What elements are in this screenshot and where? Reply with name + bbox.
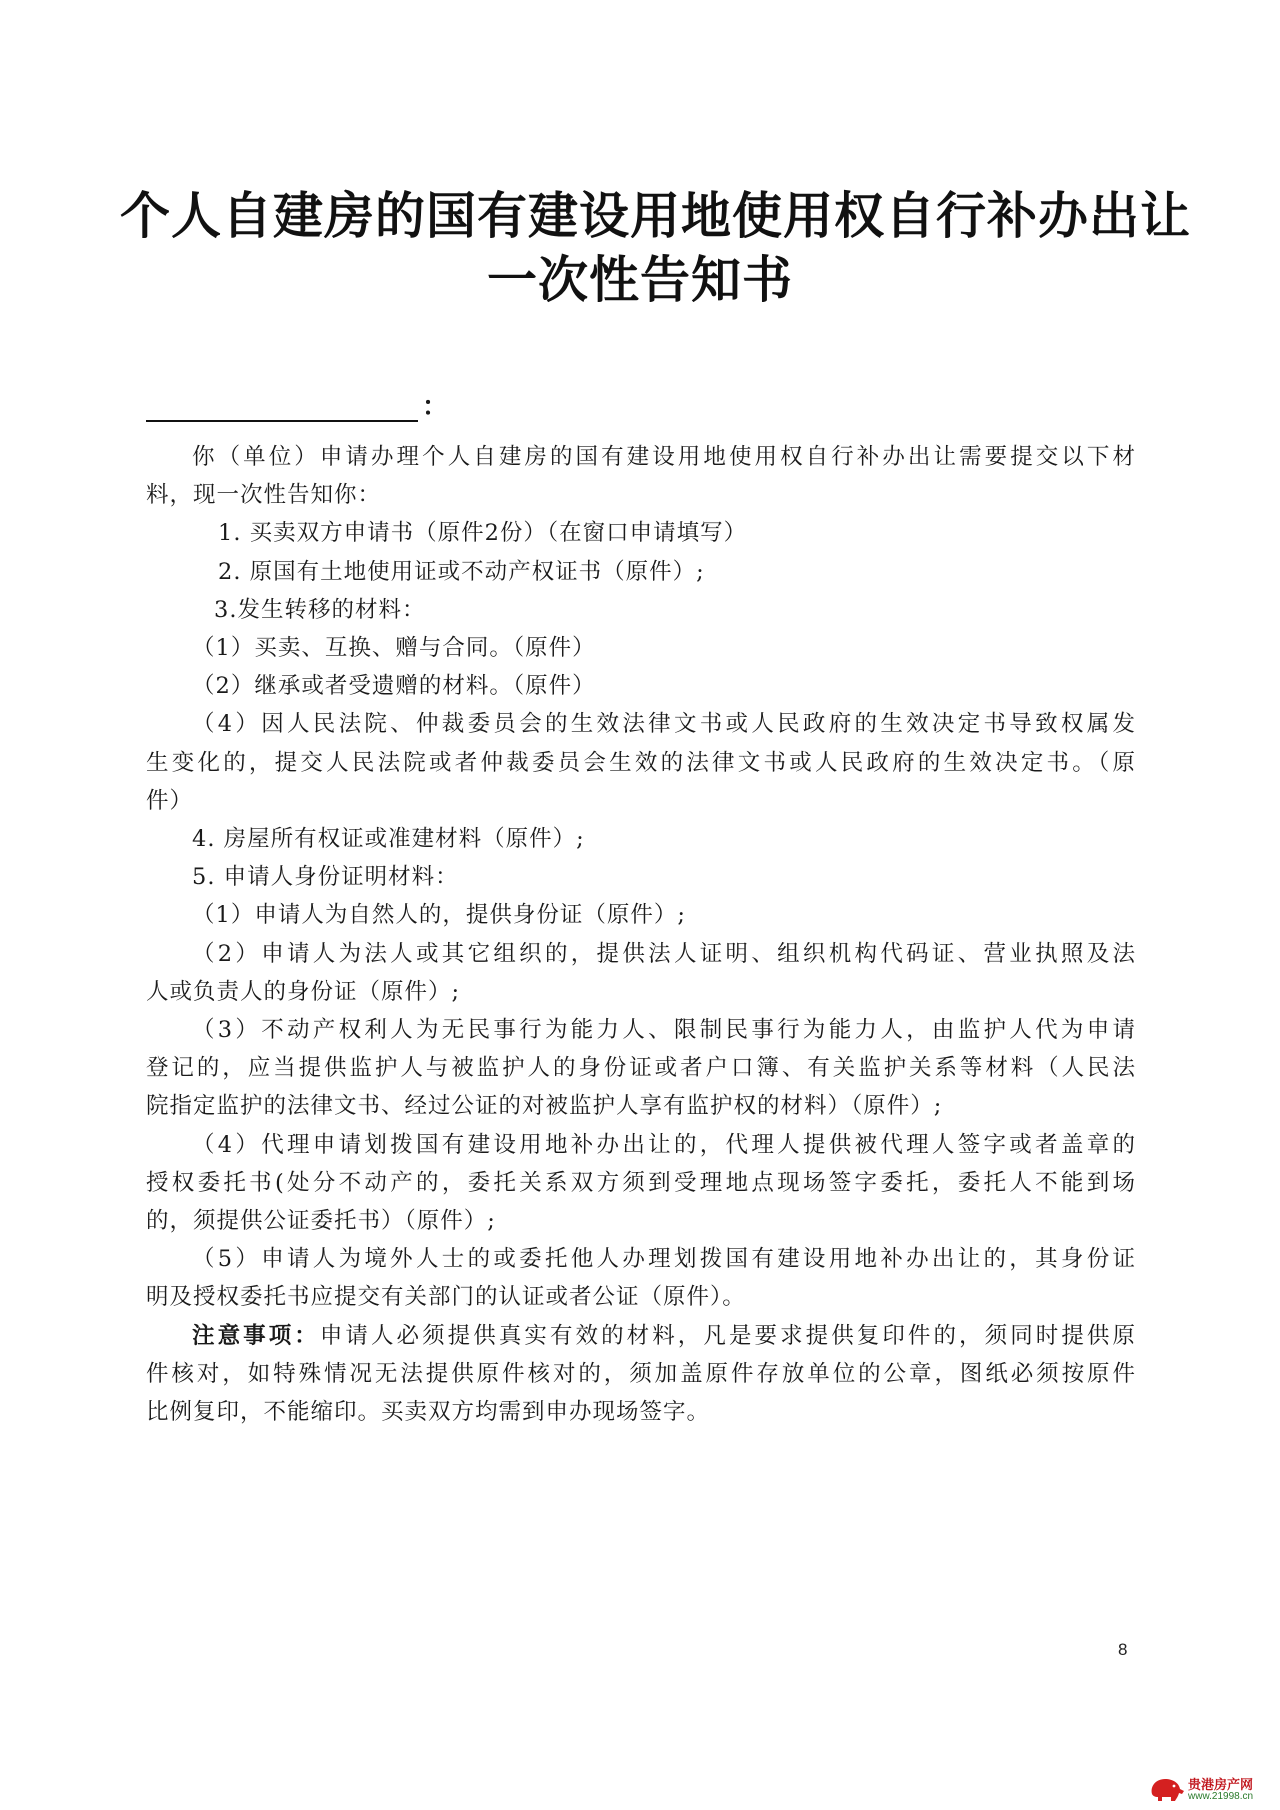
note-label: 注意事项： bbox=[192, 1322, 320, 1349]
body-line: （5）申请人为境外人士的或委托他人办理划拨国有建设用地补办出让的，其身份证 bbox=[192, 1246, 1136, 1273]
addressee-blank bbox=[146, 396, 418, 422]
body-line: 2. 原国有土地使用证或不动产权证书（原件）; bbox=[218, 558, 705, 585]
body-line: 料，现一次性告知你： bbox=[146, 482, 382, 509]
note-line: 件核对，如特殊情况无法提供原件核对的，须加盖原件存放单位的公章，图纸必须按原件 bbox=[146, 1360, 1136, 1387]
body-line: （4）代理申请划拨国有建设用地补办出让的，代理人提供被代理人签字或者盖章的 bbox=[192, 1131, 1136, 1158]
body-line: 登记的，应当提供监护人与被监护人的身份证或者户口簿、有关监护关系等材料（人民法 bbox=[146, 1055, 1136, 1082]
note-first-line bbox=[146, 1321, 1136, 1351]
addressee-line bbox=[146, 392, 448, 422]
body-line: （3）不动产权利人为无民事行为能力人、限制民事行为能力人，由监护人代为申请 bbox=[192, 1017, 1136, 1043]
elephant-logo-icon bbox=[1148, 1774, 1186, 1804]
body-line: （1）申请人为自然人的，提供身份证（原件）; bbox=[192, 902, 686, 929]
note-text: 申请人必须提供真实有效的材料，凡是要求提供复印件的，须同时提供原 bbox=[319, 1322, 1136, 1349]
body-line: 院指定监护的法律文书、经过公证的对被监护人享有监护权的材料）（原件）; bbox=[146, 1093, 943, 1120]
body-line: 3.发生转移的材料： bbox=[214, 596, 426, 623]
watermark-name: 贵港房产网 bbox=[1188, 1778, 1254, 1793]
body-line: 生变化的，提交人民法院或者仲裁委员会生效的法律文书或人民政府的生效决定书。（原 bbox=[146, 749, 1136, 776]
document-title-line-2: 一次性告知书 bbox=[487, 251, 793, 309]
page-number: 8 bbox=[1118, 1640, 1128, 1659]
body-line: （2）申请人为法人或其它组织的，提供法人证明、组织机构代码证、营业执照及法 bbox=[192, 940, 1136, 967]
body-line: 的，须提供公证委托书）（原件）; bbox=[146, 1208, 496, 1234]
body-line: （4）因人民法院、仲裁委员会的生效法律文书或人民政府的生效决定书导致权属发 bbox=[192, 711, 1136, 738]
body-line: （2）继承或者受遗赠的材料。（原件） bbox=[192, 673, 596, 700]
body-line: 授权委托书(处分不动产的，委托关系双方须到受理地点现场签字委托，委托人不能到场 bbox=[146, 1169, 1136, 1196]
body-line: （1）买卖、互换、赠与合同。（原件） bbox=[192, 635, 596, 661]
body-line: 4. 房屋所有权证或准建材料（原件）; bbox=[192, 826, 585, 852]
document-title-line-1: 个人自建房的国有建设用地使用权自行补办出让 bbox=[120, 187, 1191, 245]
body-line: 人或负责人的身份证（原件）; bbox=[146, 978, 461, 1005]
note-line: 比例复印，不能缩印。买卖双方均需到申办现场签字。 bbox=[146, 1399, 711, 1425]
body-line: 5. 申请人身份证明材料： bbox=[192, 864, 459, 891]
watermark bbox=[1148, 1772, 1278, 1806]
body-line: 明及授权委托书应提交有关部门的认证或者公证（原件）。 bbox=[146, 1284, 746, 1311]
body-line: 你（单位）申请办理个人自建房的国有建设用地使用权自行补办出让需要提交以下材 bbox=[192, 444, 1136, 470]
watermark-url: www.21998.cn bbox=[1188, 1791, 1254, 1802]
body-line: 件） bbox=[146, 787, 194, 814]
body-line: 1. 买卖双方申请书（原件2份）（在窗口申请填写） bbox=[218, 520, 748, 547]
addressee-colon: ： bbox=[422, 392, 449, 422]
